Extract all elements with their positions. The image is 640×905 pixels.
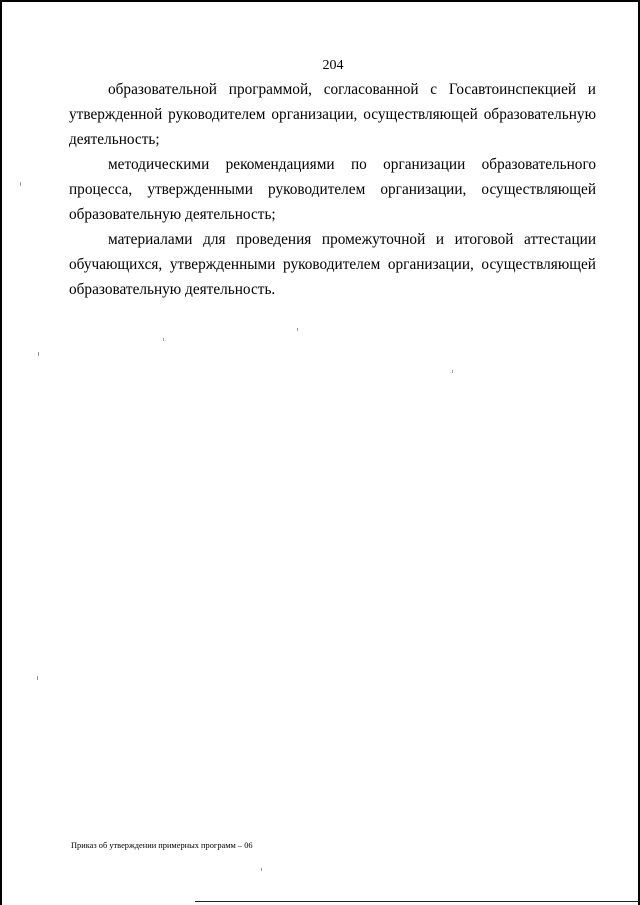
paragraph-attestation-materials: материалами для проведения промежуточной и итоговой аттестации обучающихся, утвержденными руководителем организации, осуществляющей образовательную деятельность. [69,231,596,298]
scan-speck [297,328,298,331]
document-footer: Приказ об утверждении примерных программ – 06 [71,841,253,850]
scan-speck [20,182,21,186]
scan-border-bottom [195,901,640,902]
paragraph-educational-program: образовательной программой, согласованной с Госавтоинспекцией и утвержденной руководителем организации, осуществляющей образовательную деятельность; [69,81,596,148]
scan-speck [163,338,164,341]
scan-border-top [0,0,640,2]
document-body [69,77,596,302]
page-number: 204 [322,58,344,73]
scan-speck [261,868,262,871]
scan-speck [452,370,453,373]
scan-speck [37,676,38,680]
scan-border-left [0,0,2,905]
paragraph-methodical-recommendations: методическими рекомендациями по организации образовательного процесса, утвержденными руководителем организации, осуществляющей образовательную деятельность; [69,156,596,223]
scan-speck [38,352,39,356]
